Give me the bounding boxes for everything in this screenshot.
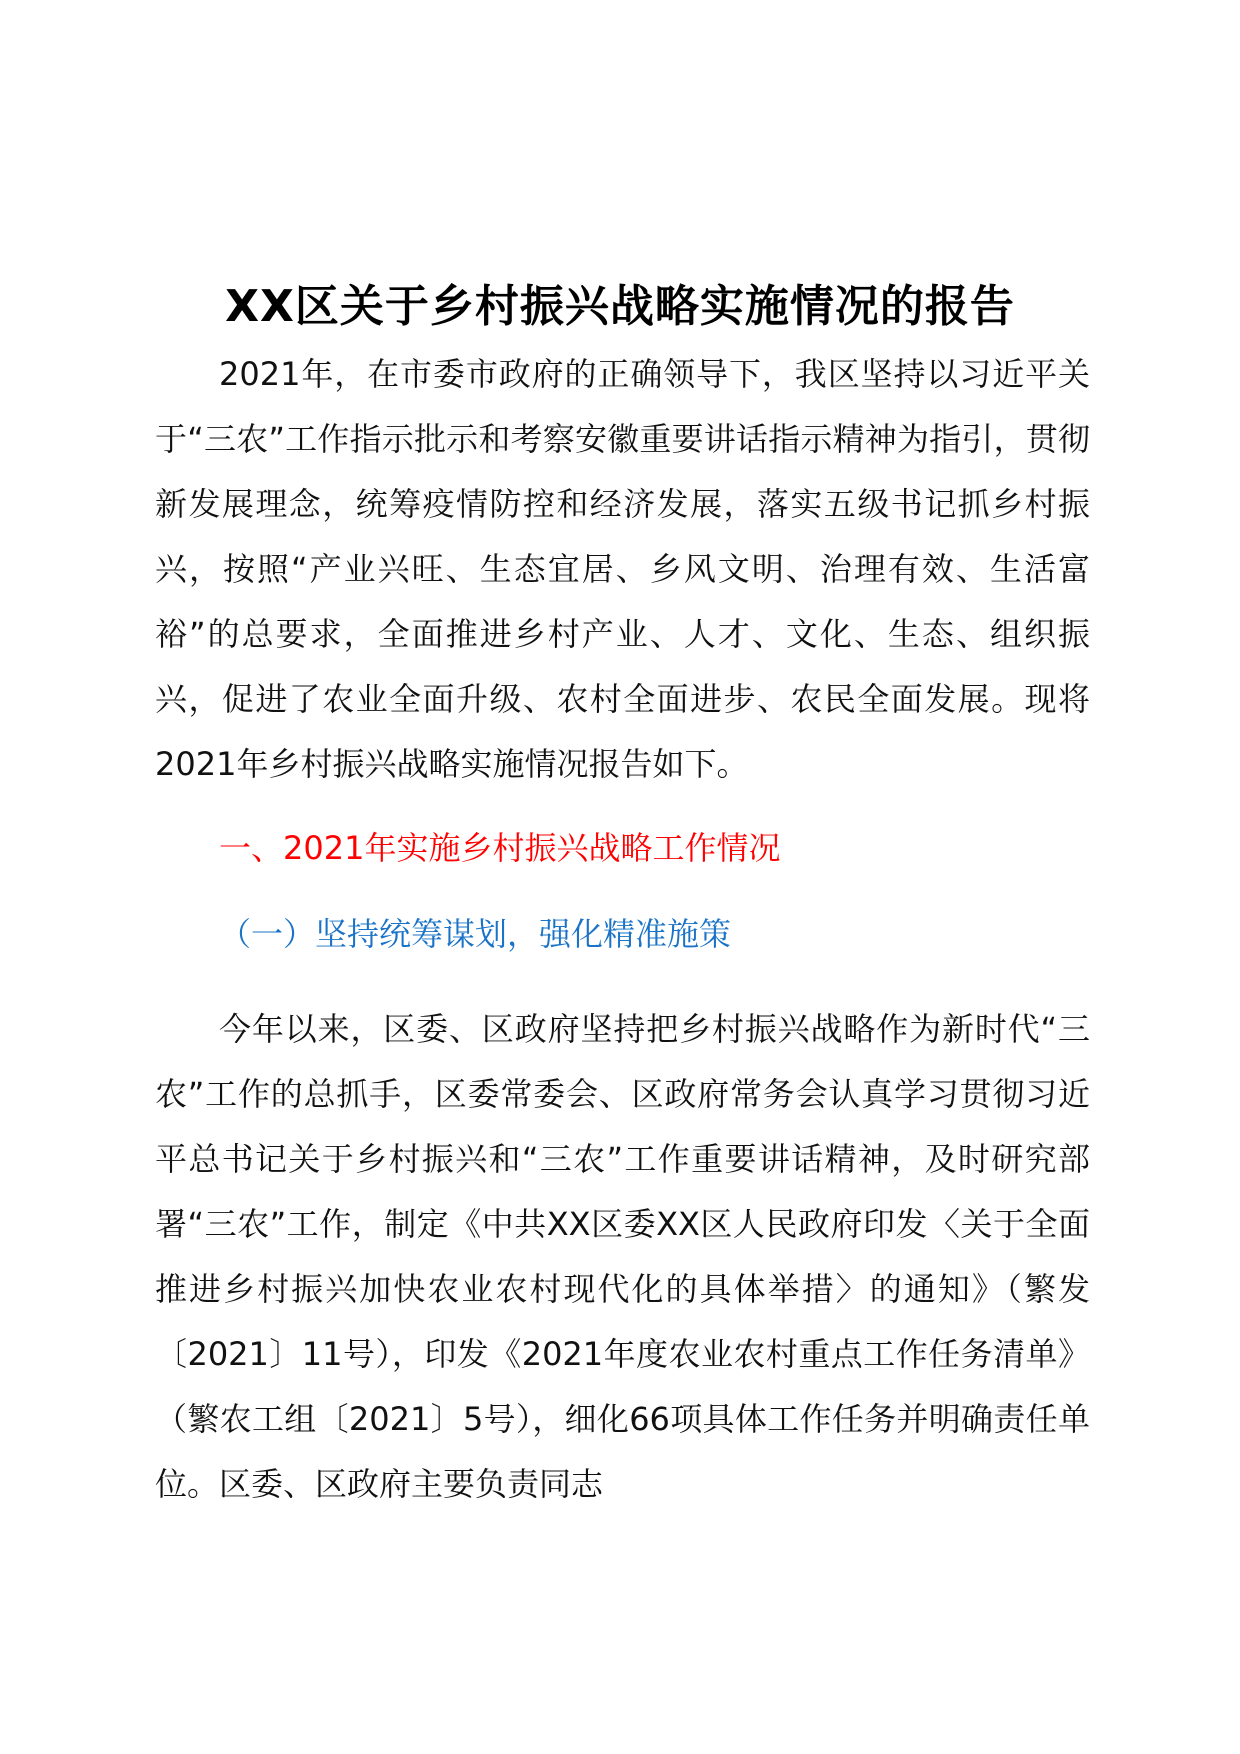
intro-paragraph: 2021年，在市委市政府的正确领导下，我区坚持以习近平关于“三农”工作指示批示和考察安徽重要讲话指示精神为指引，贯彻新发展理念，统筹疫情防控和经济发展，落实五级书记抓乡村振兴，按照“产业兴旺、生态宜居、乡风文明、治理有效、生活富裕”的总要求，全面推进乡村产业、人才、文化、生态、组织振兴，促进了农业全面升级、农村全面进步、农民全面发展。现将2021年乡村振兴战略实施情况报告如下。	[155, 355, 1090, 783]
document-title: XX区关于乡村振兴战略实施情况的报告	[225, 281, 1015, 333]
section-heading: 一、2021年实施乡村振兴战略工作情况	[219, 829, 781, 867]
subsection-heading: （一）坚持统筹谋划，强化精准施策	[219, 915, 732, 953]
body-paragraph: 今年以来，区委、区政府坚持把乡村振兴战略作为新时代“三农”工作的总抓手，区委常委会、区政府常务会认真学习贯彻习近平总书记关于乡村振兴和“三农”工作重要讲话精神，及时研究部署“三农”工作，制定《中共XX区委XX区人民政府印发〈关于全面推进乡村振兴加快农业农村现代化的具体举措〉的通知》（繁发〔2021〕11号），印发《2021年度农业农村重点工作任务清单》（繁农工组〔2021〕5号），细化66项具体工作任务并明确责任单位。区委、区政府主要负责同志	[155, 1010, 1090, 1503]
